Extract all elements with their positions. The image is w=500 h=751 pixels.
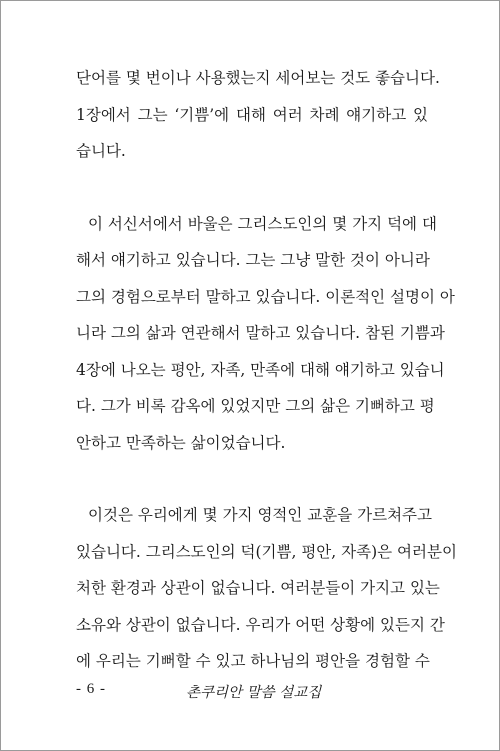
text-line: 있습니다. 그리스도인의 덕(기쁨, 평안, 자족)은 여러분이 bbox=[76, 542, 457, 561]
text-line: 해서 얘기하고 있습니다. 그는 그냥 말한 것이 아니라 bbox=[76, 251, 430, 269]
text-line: 그의 경험으로부터 말하고 있습니다. 이론적인 설명이 아 bbox=[76, 287, 455, 306]
text-line: 이것은 우리에게 몇 가지 영적인 교훈을 가르쳐주고 bbox=[88, 506, 432, 524]
body-text bbox=[76, 60, 457, 680]
text-line: 이 서신서에서 바울은 그리스도인의 몇 가지 덕에 대 bbox=[88, 214, 437, 233]
text-line: 니라 그의 삶과 연관해서 말하고 있습니다. 참된 기쁨과 bbox=[76, 324, 445, 342]
text-line: 에 우리는 기뻐할 수 있고 하나님의 평안을 경험할 수 bbox=[76, 652, 430, 670]
text-line: 안하고 만족하는 삶이었습니다. bbox=[76, 433, 286, 452]
page-number: - 6 - bbox=[76, 681, 106, 697]
text-line: 습니다. bbox=[76, 142, 126, 160]
text-line: 4장에 나오는 평안, 자족, 만족에 대해 얘기하고 있습니 bbox=[76, 360, 445, 379]
paragraph-3 bbox=[76, 497, 457, 680]
page-footer bbox=[0, 681, 500, 705]
text-line: 소유와 상관이 없습니다. 우리가 어떤 상황에 있든지 간 bbox=[76, 615, 445, 634]
text-line: 1장에서 그는 ‘기쁨’에 대해 여러 차례 얘기하고 있 bbox=[76, 105, 428, 124]
text-line: 단어를 몇 번이나 사용했는지 세어보는 것도 좋습니다. bbox=[76, 69, 440, 87]
book-title: 촌쿠리안 말씀 설교집 bbox=[186, 685, 322, 701]
text-line: 처한 환경과 상관이 없습니다. 여러분들이 가지고 있는 bbox=[76, 579, 440, 597]
paragraph-1 bbox=[76, 60, 440, 170]
paragraph-2 bbox=[76, 206, 455, 462]
text-line: 다. 그가 비록 감옥에 있었지만 그의 삶은 기뻐하고 평 bbox=[76, 397, 435, 415]
